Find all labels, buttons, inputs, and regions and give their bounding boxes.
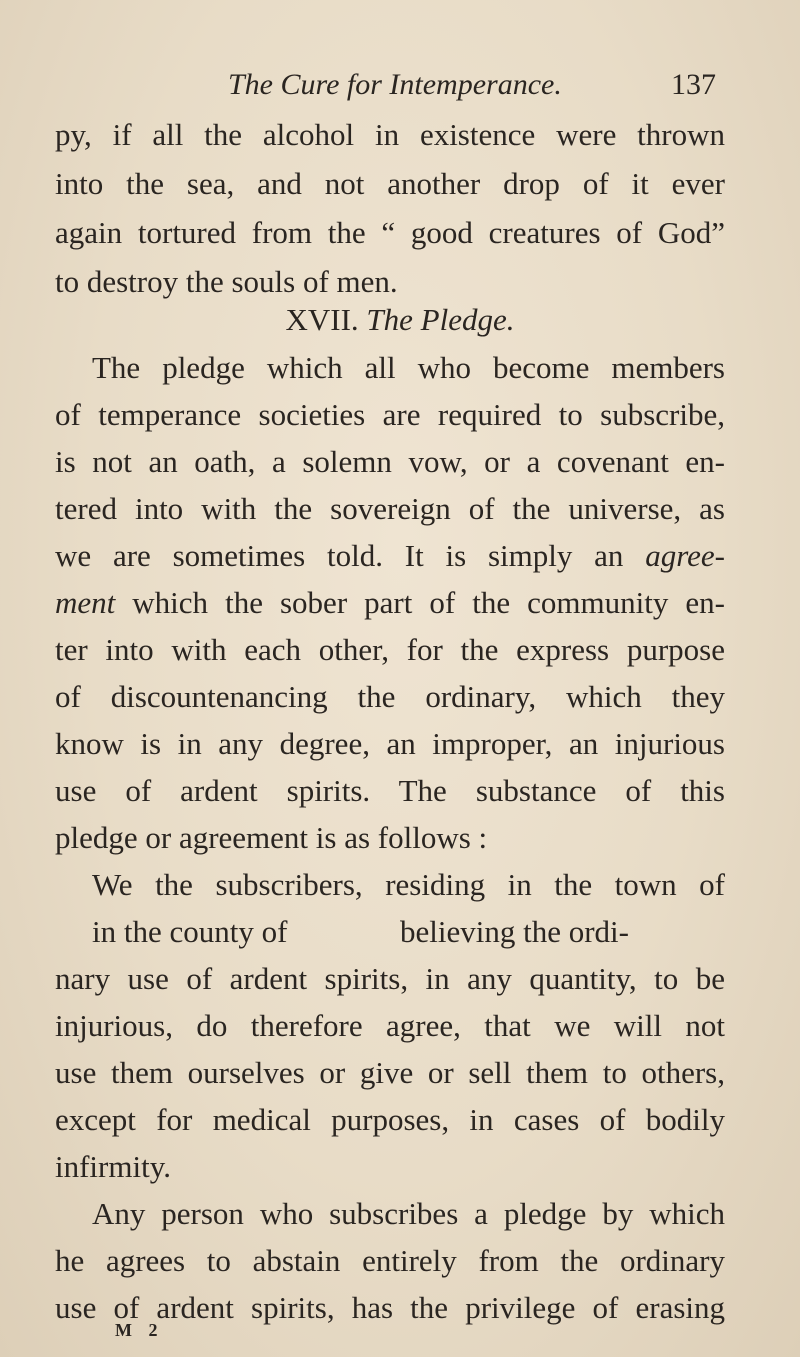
text-line: ter into with each other, for the express purpose <box>55 632 725 667</box>
text-line: use of ardent spirits. The substance of this <box>55 773 725 808</box>
text-line: to destroy the souls of men. <box>55 264 398 299</box>
text-line <box>55 583 725 623</box>
text-line: again tortured from the “ good creatures of God” <box>55 215 725 250</box>
text-line: use of ardent spirits, has the privilege of erasing <box>55 1290 725 1325</box>
text-line: Any person who subscribes a pledge by which <box>92 1196 725 1231</box>
text-line: of temperance societies are required to subscribe, <box>55 397 725 432</box>
text-line: in the county of <box>92 914 288 949</box>
text-segment: which the sober part of the community en- <box>115 585 725 620</box>
section-heading <box>0 300 800 340</box>
text-line: We the subscribers, residing in the town of <box>92 867 725 902</box>
text-line: know is in any degree, an improper, an injurious <box>55 726 725 761</box>
text-line: py, if all the alcohol in existence were thrown <box>55 117 725 152</box>
section-number: XVII. <box>285 302 359 337</box>
text-segment: we are sometimes told. It is simply an <box>55 538 646 573</box>
text-line: injurious, do therefore agree, that we will not <box>55 1008 725 1043</box>
text-line: except for medical purposes, in cases of bodily <box>55 1102 725 1137</box>
text-line: he agrees to abstain entirely from the ordinary <box>55 1243 725 1278</box>
text-line: infirmity. <box>55 1149 171 1184</box>
text-line: believing the ordi- <box>400 914 629 949</box>
emphasis-text: ment <box>55 585 116 620</box>
running-title: The Cure for Intemperance. <box>228 68 562 101</box>
text-line: use them ourselves or give or sell them to others, <box>55 1055 725 1090</box>
section-title: The Pledge. <box>366 302 515 337</box>
emphasis-text: agree- <box>645 538 725 573</box>
page-header <box>228 68 716 112</box>
text-line: The pledge which all who become members <box>92 350 725 385</box>
text-line: pledge or agreement is as follows : <box>55 820 488 855</box>
text-line: is not an oath, a solemn vow, or a covenant en- <box>55 444 725 479</box>
text-line: nary use of ardent spirits, in any quantity, to be <box>55 961 725 996</box>
text-line: of discountenancing the ordinary, which they <box>55 679 725 714</box>
text-line: into the sea, and not another drop of it ever <box>55 166 725 201</box>
signature-mark: M 2 <box>115 1320 164 1340</box>
page-number: 137 <box>671 68 716 101</box>
text-line <box>55 536 725 576</box>
text-line: tered into with the sovereign of the universe, as <box>55 491 725 526</box>
